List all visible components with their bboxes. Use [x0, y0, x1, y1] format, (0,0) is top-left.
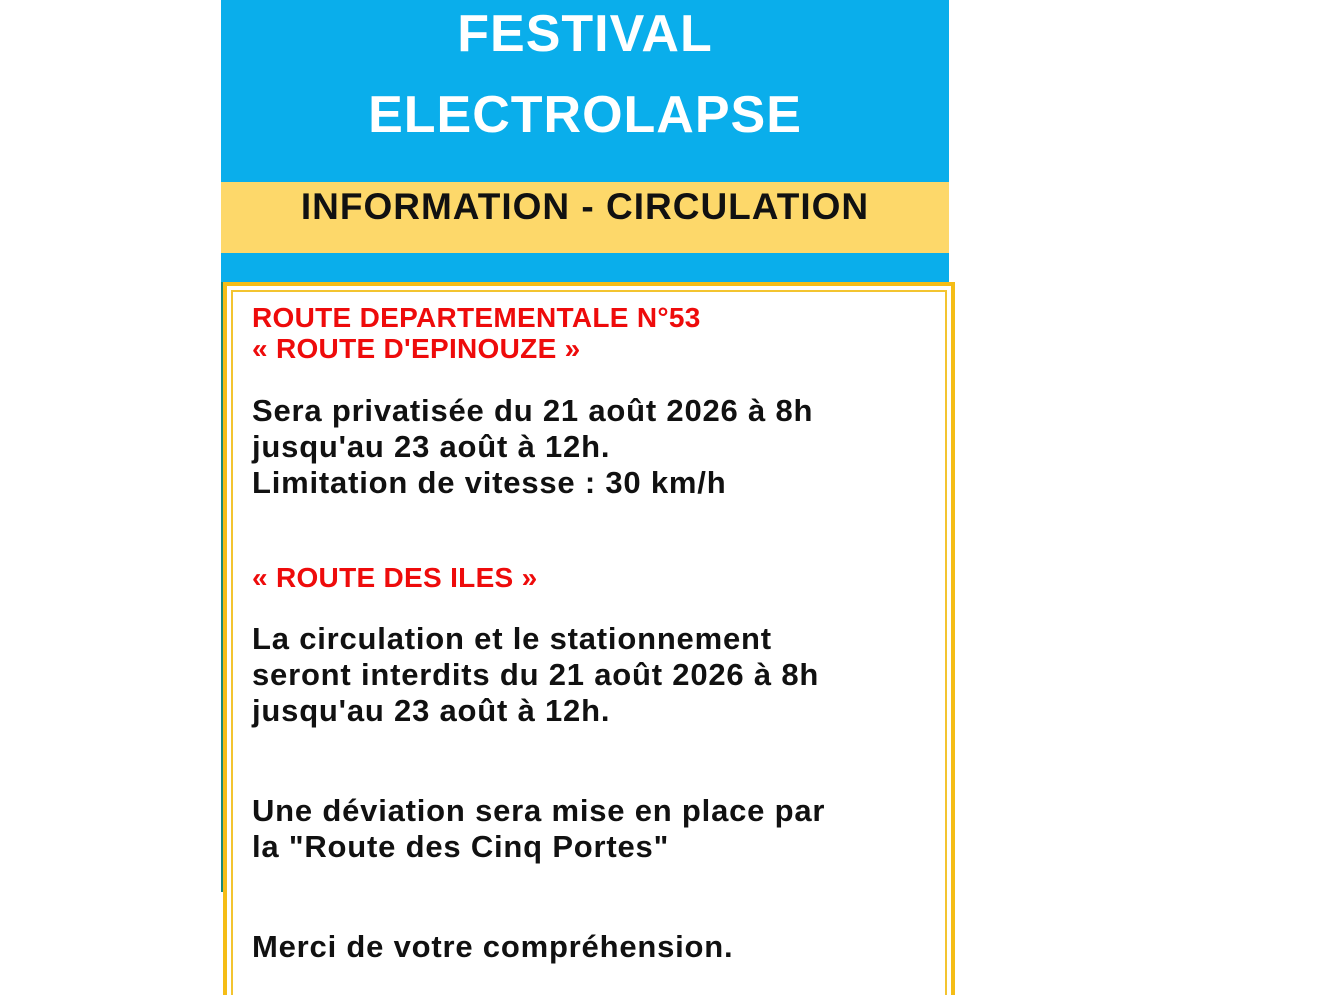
- subtitle: INFORMATION - CIRCULATION: [300, 186, 870, 227]
- closing-message: Merci de votre compréhension.: [252, 929, 734, 964]
- road1-heading-line-1: ROUTE DEPARTEMENTALE N°53: [252, 302, 701, 333]
- notice-inner-frame: [231, 290, 947, 995]
- road1-text-line-2: jusqu'au 23 août à 12h.: [252, 429, 611, 464]
- road1-heading-line-2: « ROUTE D'EPINOUZE »: [252, 333, 581, 364]
- detour-text-line-1: Une déviation sera mise en place par: [252, 793, 826, 828]
- road2-text-line-2: seront interdits du 21 août 2026 à 8h: [252, 657, 820, 692]
- poster: [221, 0, 949, 995]
- road2-text-line-1: La circulation et le stationnement: [252, 621, 772, 656]
- blue-divider-strip: [221, 253, 949, 282]
- detour-text-line-2: la "Route des Cinq Portes": [252, 829, 670, 864]
- road1-text-line-1: Sera privatisée du 21 août 2026 à 8h: [252, 393, 814, 428]
- road1-text-line-3: Limitation de vitesse : 30 km/h: [252, 465, 727, 500]
- road2-text-line-3: jusqu'au 23 août à 12h.: [252, 693, 611, 728]
- road2-heading: « ROUTE DES ILES »: [252, 562, 538, 593]
- festival-title-line-1: FESTIVAL: [457, 5, 713, 63]
- notice-box: [223, 282, 955, 995]
- festival-title-line-2: ELECTROLAPSE: [368, 86, 802, 144]
